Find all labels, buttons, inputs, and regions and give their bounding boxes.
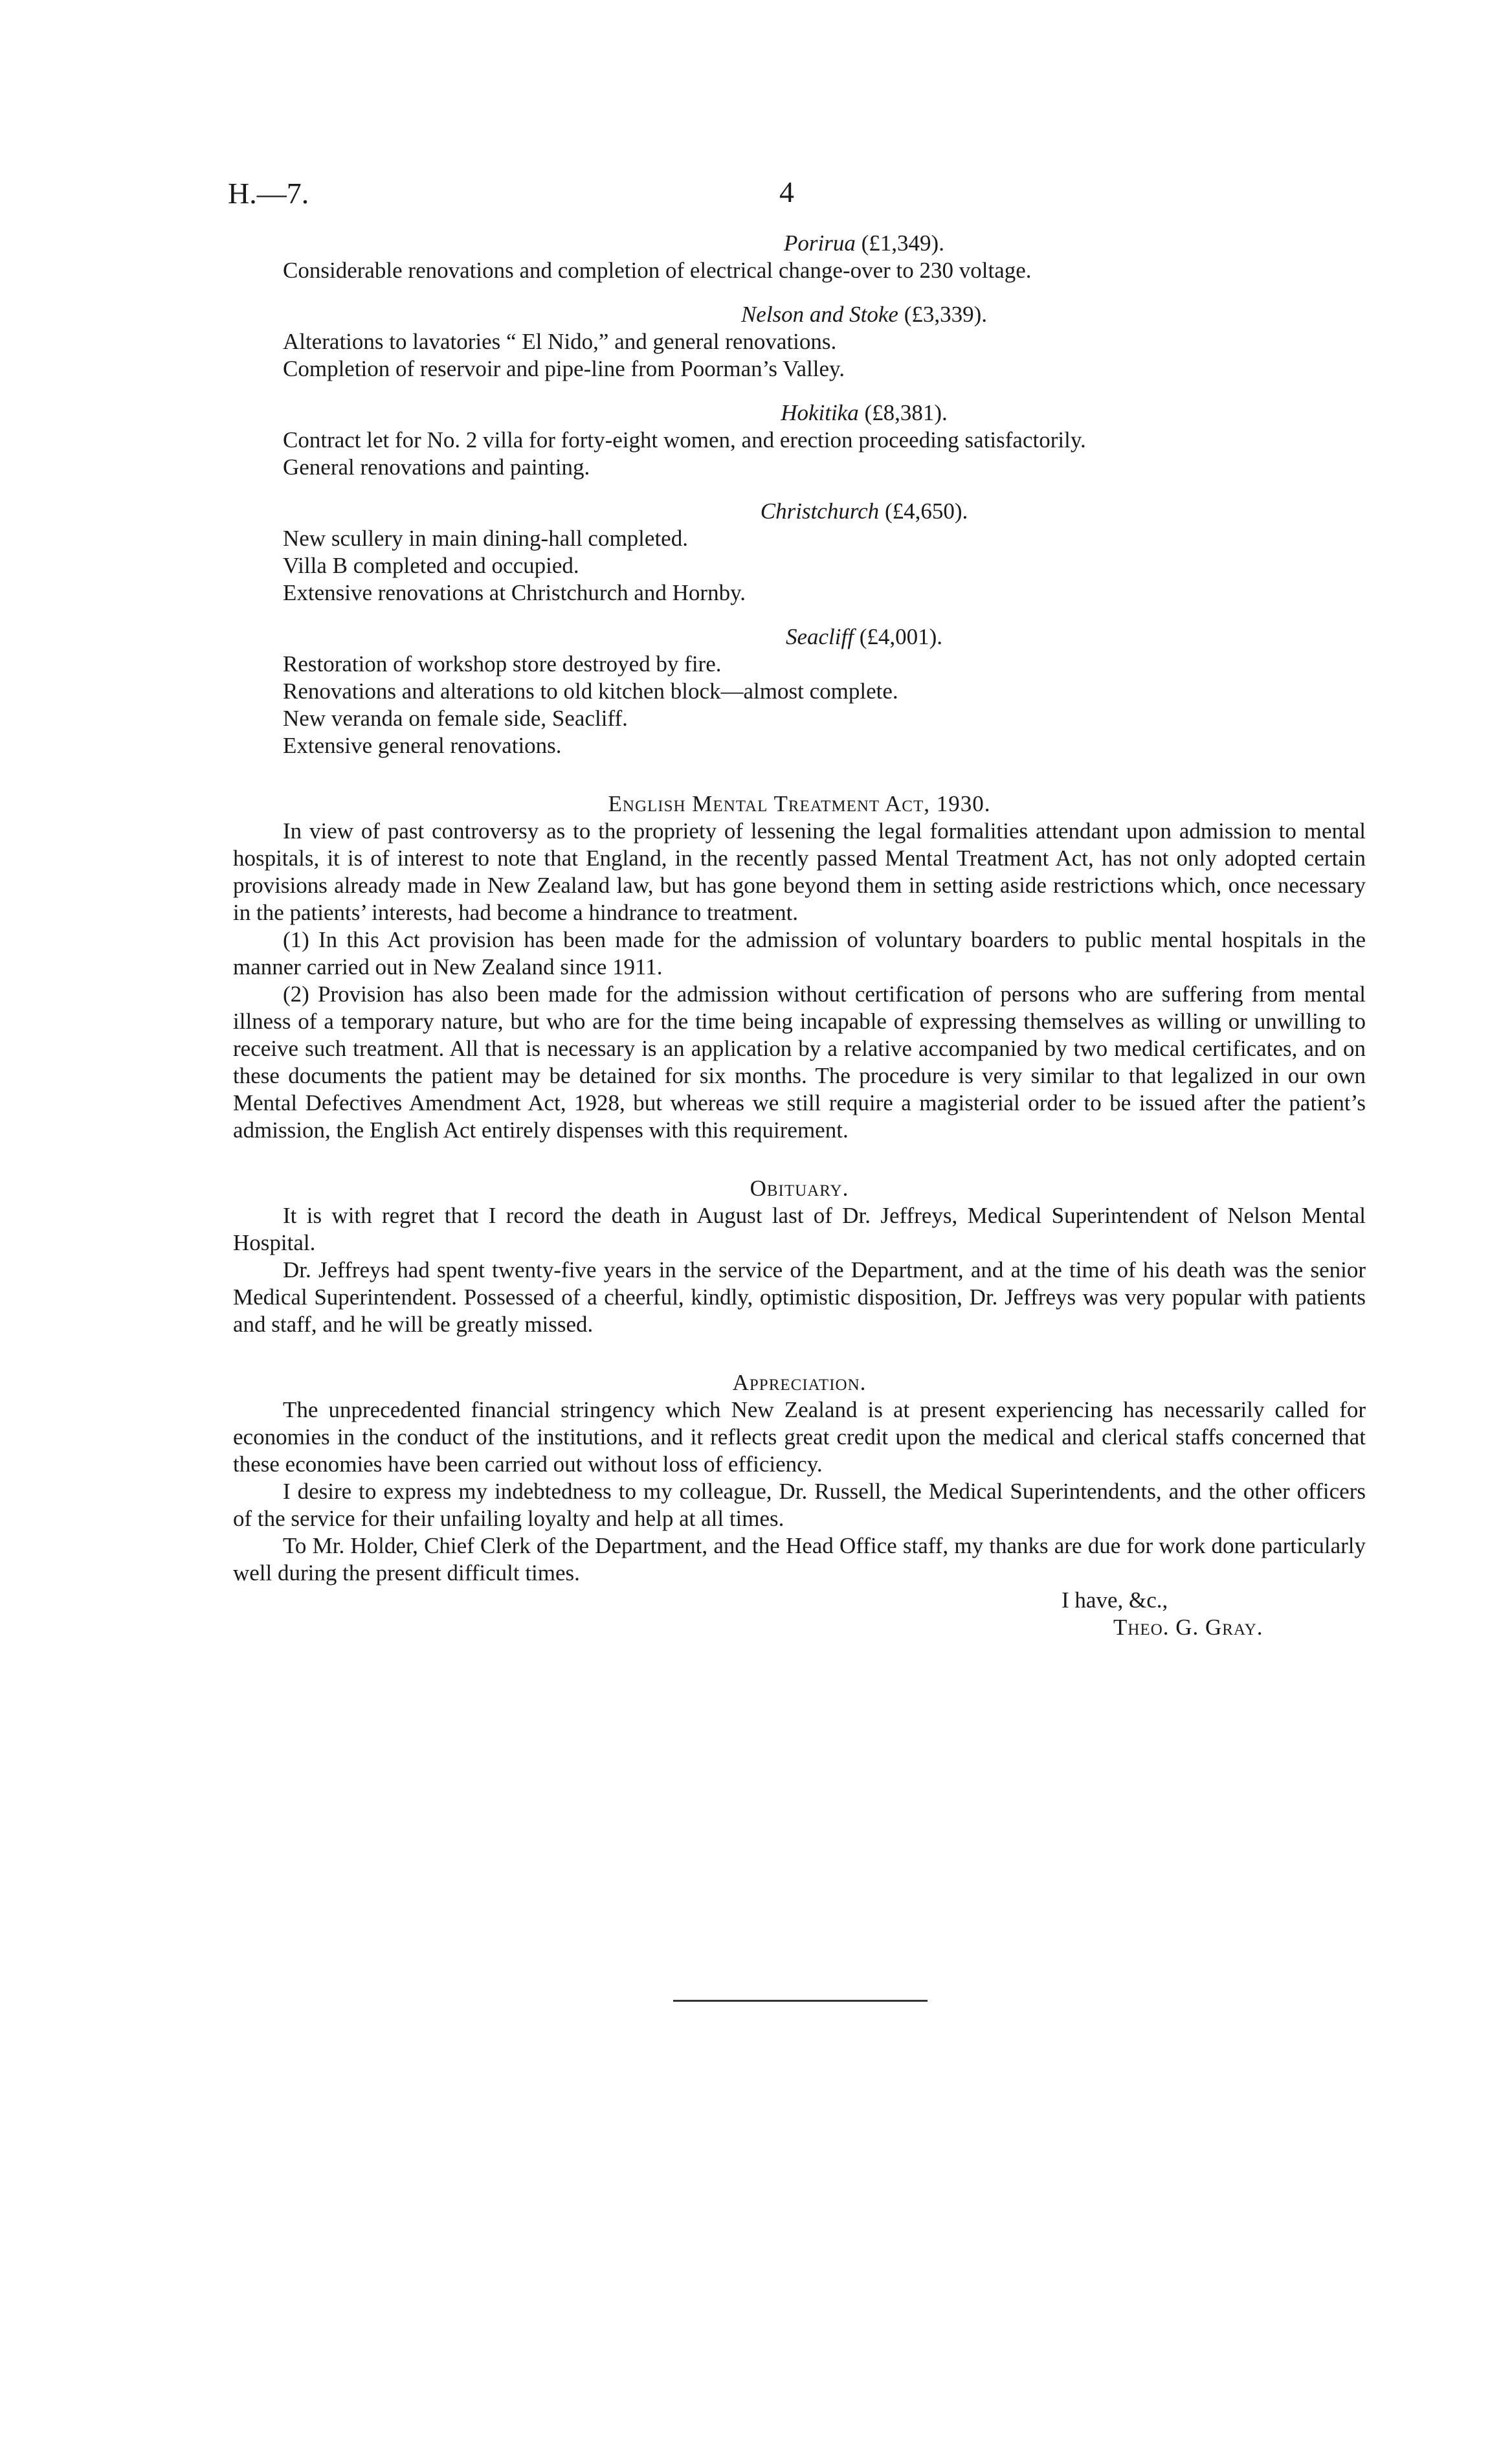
section-title-appreciation: Appreciation.	[732, 1370, 867, 1395]
place-name: Seacliff	[785, 624, 854, 649]
place-name: Nelson and Stoke	[740, 302, 898, 327]
works-heading-hokitika	[233, 399, 1366, 427]
works-heading-nelson	[233, 301, 1366, 328]
place-name: Porirua	[784, 230, 856, 256]
section-title-obituary: Obituary.	[750, 1176, 849, 1201]
works-heading-porirua	[233, 230, 1366, 257]
works-heading-seacliff	[233, 623, 1366, 651]
works-item: Contract let for No. 2 villa for forty-eight women, and erection proceeding satisfactorily.	[283, 427, 1086, 453]
works-item: Considerable renovations and completion of electrical change-over to 230 voltage.	[283, 258, 1032, 283]
page-content	[233, 230, 1366, 1641]
signatory-name: Theo. G. Gray.	[1113, 1615, 1263, 1640]
paragraph: In view of past controversy as to the propriety of lessening the legal formalities attendant upon admission to mental hospitals, it is of interest to note that England, in the recently passed Mental Treatment Act, has not only adopted certain provisions already made in New Zealand law, but has gone beyond them in setting aside restrictions which, once necessary in the patients’ interests, had become a hindrance to treatment.	[233, 818, 1366, 925]
place-name: Christchurch	[760, 498, 880, 524]
amount: (£4,001).	[859, 624, 943, 649]
amount: (£3,339).	[904, 302, 988, 327]
amount: (£1,349).	[861, 230, 944, 256]
works-item: New veranda on female side, Seacliff.	[283, 706, 628, 731]
paragraph: (1) In this Act provision has been made for the admission of voluntary boarders to public mental hospitals in the manner carried out in New Zealand since 1911.	[233, 927, 1366, 980]
works-heading-christchurch	[233, 498, 1366, 525]
works-item: General renovations and painting.	[283, 454, 590, 480]
report-code: H.—7.	[228, 177, 309, 210]
place-name: Hokitika	[781, 400, 859, 425]
paragraph: I desire to express my indebtedness to my colleague, Dr. Russell, the Medical Superintendents, and the other officers of the service for their unfailing loyalty and help at all times.	[233, 1479, 1366, 1531]
page-number: 4	[779, 175, 794, 208]
paragraph: To Mr. Holder, Chief Clerk of the Department, and the Head Office staff, my thanks are due for work done particularly well during the present difficult times.	[233, 1533, 1366, 1585]
closing-rule	[673, 2000, 928, 2002]
paragraph: (2) Provision has also been made for the admission without certification of persons who are suffering from mental illness of a temporary nature, but who are for the time being incapable of expressing themselves as willing or unwilling to receive such treatment. All that is necessary is an application by a relative accompanied by two medical certificates, and on these documents the patient may be detained for six months. The procedure is very similar to that legalized in our own Mental Defectives Amendment Act, 1928, but whereas we still require a magisterial order to be issued after the patient’s admission, the English Act entirely dispenses with this requirement.	[233, 981, 1366, 1143]
works-item: Alterations to lavatories “ El Nido,” and general renovations.	[283, 329, 837, 354]
works-item: Renovations and alterations to old kitchen block—almost complete.	[283, 678, 898, 704]
works-item: Villa B completed and occupied.	[283, 553, 579, 578]
works-item: Completion of reservoir and pipe-line from Poorman’s Valley.	[283, 356, 845, 381]
section-title-english-act: English Mental Treatment Act, 1930.	[608, 791, 991, 816]
works-item: Extensive renovations at Christchurch and Hornby.	[283, 580, 746, 605]
paragraph: Dr. Jeffreys had spent twenty-five years in the service of the Department, and at the time of his death was the senior Medical Superintendent. Possessed of a cheerful, kindly, optimistic disposition, Dr. Jeffreys was very popular with patients and staff, and he will be greatly missed.	[233, 1257, 1366, 1337]
paragraph: The unprecedented financial stringency which New Zealand is at present experiencing has necessarily called for economies in the conduct of the institutions, and it reflects great credit upon the medical and clerical staffs concerned that these economies have been carried out without loss of efficiency.	[233, 1397, 1366, 1477]
signoff-line: I have, &c.,	[1062, 1587, 1168, 1613]
paragraph: It is with regret that I record the death in August last of Dr. Jeffreys, Medical Superintendent of Nelson Mental Hospital.	[233, 1203, 1366, 1255]
works-item: Restoration of workshop store destroyed by fire.	[283, 651, 722, 677]
amount: (£4,650).	[884, 498, 968, 524]
works-item: New scullery in main dining-hall completed.	[283, 526, 688, 551]
works-item: Extensive general renovations.	[283, 733, 562, 758]
amount: (£8,381).	[864, 400, 948, 425]
